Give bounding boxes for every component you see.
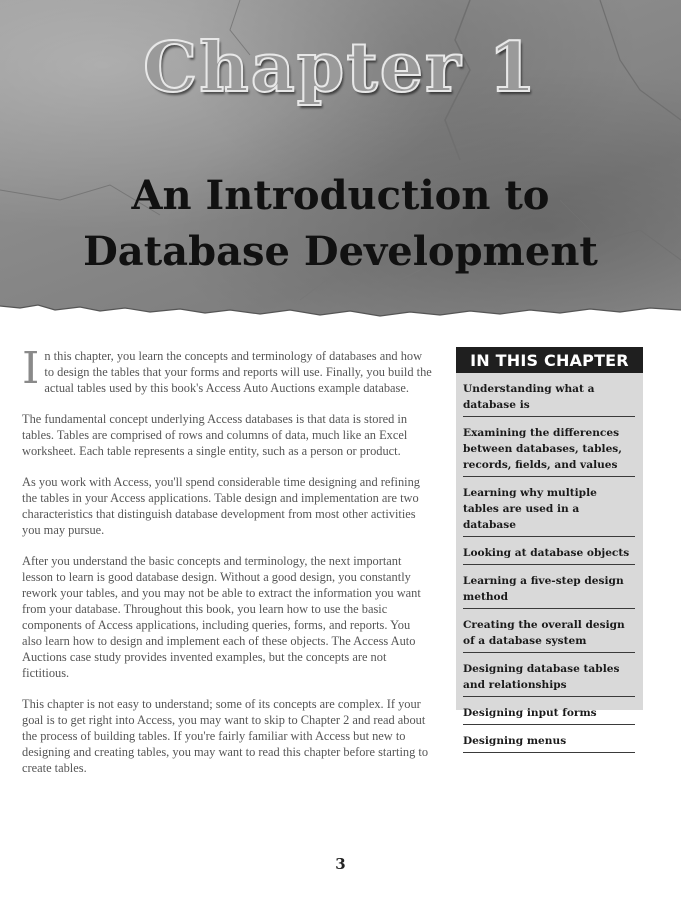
in-this-chapter-sidebar [456, 347, 643, 747]
chapter-header-banner [0, 0, 681, 325]
sidebar-item: Learning why multiple tables are used in a database [463, 485, 635, 537]
sidebar-item: Creating the overall design of a database system [463, 617, 635, 653]
sidebar-item: Designing database tables and relationships [463, 661, 635, 697]
chapter-title-line-2: Database Development [83, 228, 598, 275]
sidebar-item: Designing input forms [463, 705, 635, 725]
chapter-label: Chapter 1 [143, 28, 538, 108]
chapter-title-line-1: An Introduction to [131, 172, 550, 219]
chapter-intro-text [22, 343, 432, 791]
sidebar-list [456, 373, 643, 753]
sidebar-item: Learning a five-step design method [463, 573, 635, 609]
sidebar-title: IN THIS CHAPTER [456, 347, 643, 373]
body-paragraph-2: The fundamental concept underlying Access databases is that data is stored in tables. Tables are comprised of rows and columns of data, much like an Excel worksheet. Each table represents a single entity, such as a person or product. [22, 412, 408, 458]
body-paragraph-4: After you understand the basic concepts and terminology, the next important lesson to learn is good database design. Without a good design, you constantly rework your tables, and you may not be able to extract the information you want from your database. Throughout this book, you learn how to use the basic components of Access applications, including queries, forms, and reports. You also learn how to design and implement each of these objects. The Access Auto Auctions case study provides invented examples, but the concepts are not fictitious. [22, 554, 421, 680]
page-number: 3 [335, 855, 346, 873]
body-paragraph-3: As you work with Access, you'll spend considerable time designing and refining the tables in your Access applications. Table design and implementation are two characteristics that distinguish database development from most other activities you may pursue. [22, 475, 420, 537]
body-paragraph-5: This chapter is not easy to understand; some of its concepts are complex. If your goal is to get right into Access, you may want to skip to Chapter 2 and read about the process of building tables. If you're fairly familiar with Access but new to designing and creating tables, you may want to read this chapter before starting to create tables. [22, 697, 429, 775]
sidebar-item: Understanding what a database is [463, 381, 635, 417]
sidebar-item: Examining the differences between databases, tables, records, fields, and values [463, 425, 635, 477]
torn-paper-edge [0, 292, 681, 332]
body-paragraph-1 [22, 343, 432, 396]
drop-cap: I [22, 343, 40, 394]
body-paragraph-1-text: n this chapter, you learn the concepts and terminology of databases and how to design the tables that your forms and reports will use. Finally, you build the actual tables used by this book's Access Auto Auctions example database. [44, 349, 432, 395]
chapter-title [0, 168, 681, 280]
sidebar-item: Looking at database objects [463, 545, 635, 565]
sidebar-item: Designing menus [463, 733, 635, 753]
